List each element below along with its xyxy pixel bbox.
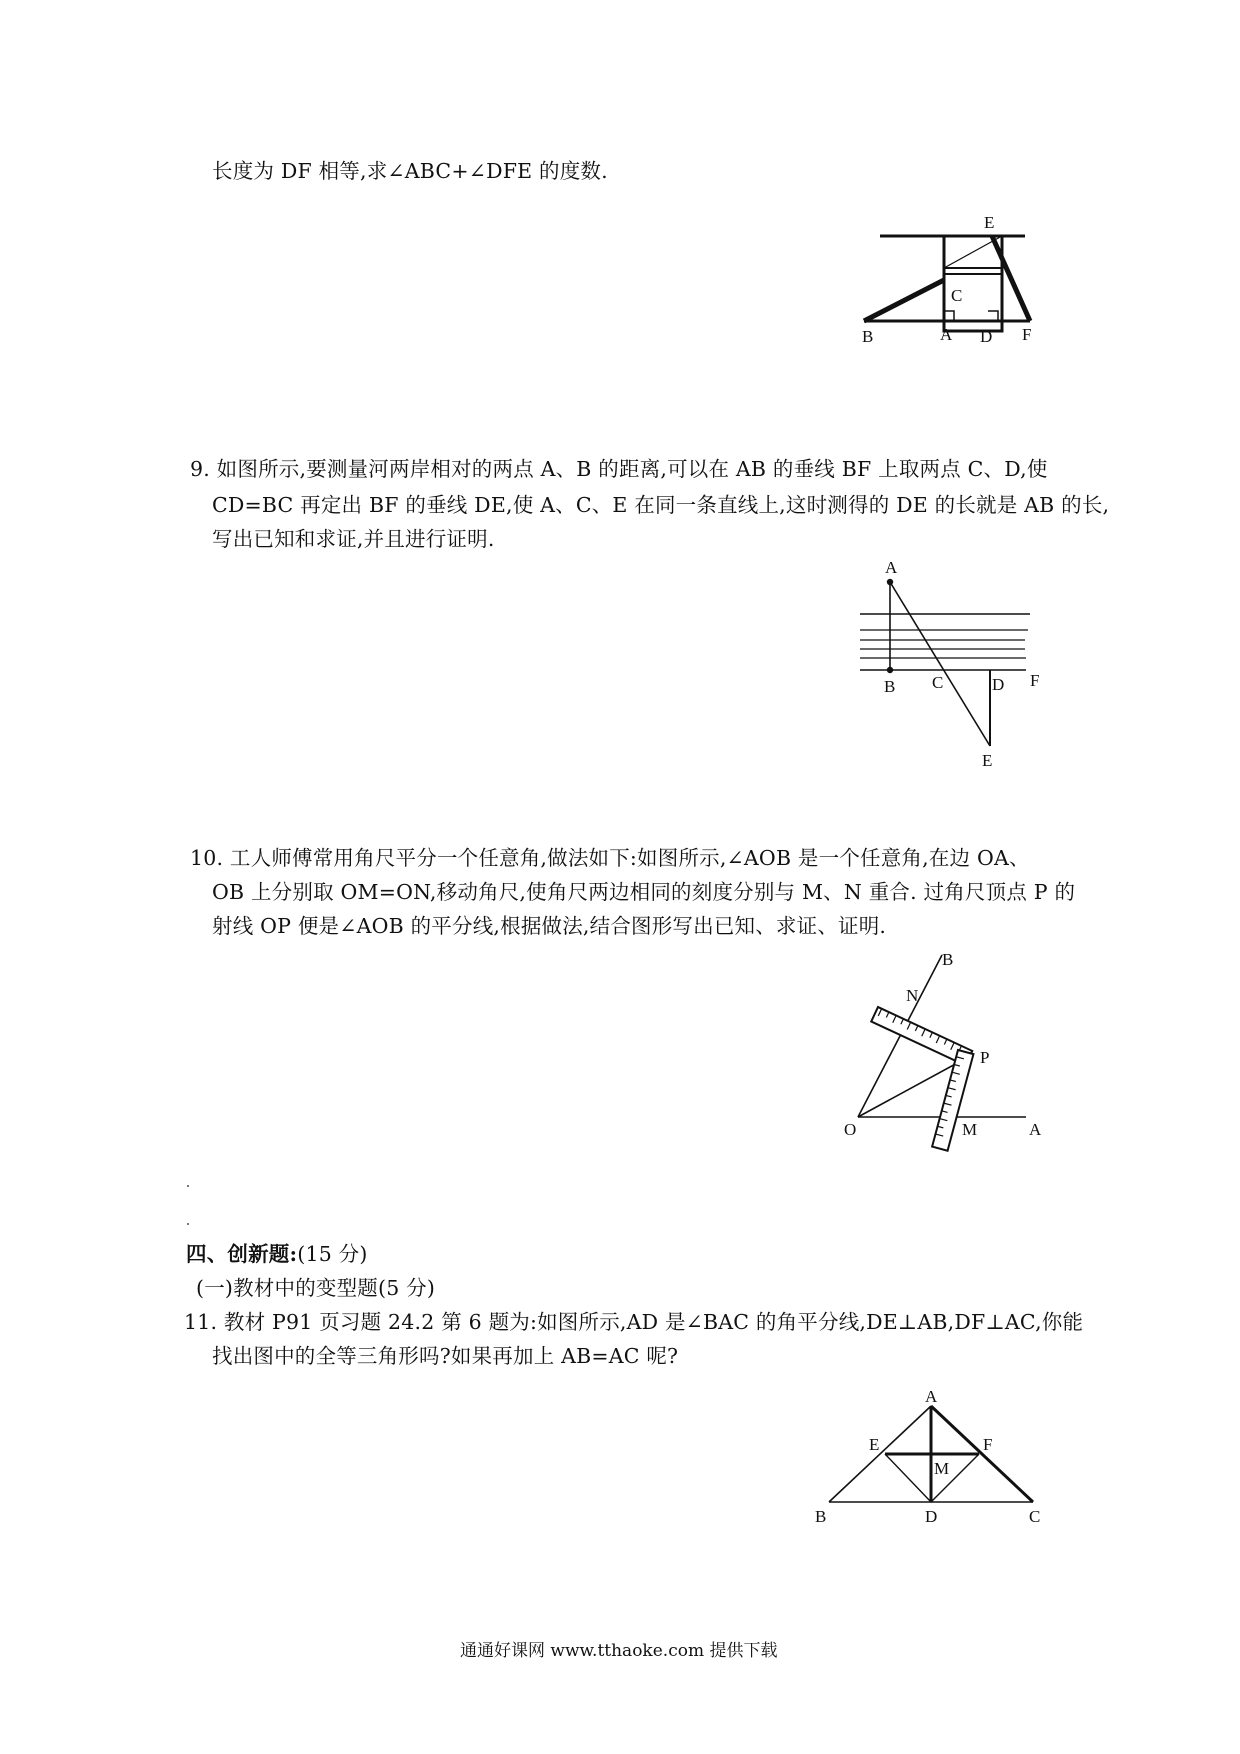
p10-label-A: A	[1029, 1120, 1042, 1139]
p8-label-F: F	[1022, 325, 1032, 344]
p8-label-D: D	[980, 327, 993, 346]
p9-label-A: A	[885, 558, 898, 577]
problem8-text-line1: 长度为 DF 相等,求∠ABC+∠DFE 的度数.	[212, 159, 608, 183]
p9-label-C: C	[932, 673, 944, 692]
problem8-figure	[860, 210, 1060, 350]
p9-label-B: B	[884, 677, 896, 696]
problem10-figure	[840, 950, 1060, 1145]
p8-label-E: E	[984, 213, 995, 232]
p8-label-C: C	[951, 286, 963, 305]
p11-label-B: B	[815, 1507, 827, 1526]
p10-label-M: M	[962, 1120, 978, 1139]
p11-label-C: C	[1029, 1507, 1041, 1526]
stray-dot	[187, 1223, 189, 1225]
p11-label-M: M	[934, 1459, 950, 1478]
problem11-text-line1: 11. 教材 P91 页习题 24.2 第 6 题为:如图所示,AD 是∠BAC 的角平分线,DE⊥AB,DF⊥AC,你能	[184, 1310, 1084, 1334]
p9-line-ACE	[890, 582, 990, 746]
p10-label-P: P	[980, 1048, 990, 1067]
stray-dot	[187, 1185, 189, 1187]
p11-label-D: D	[925, 1507, 938, 1526]
p8-ladder-BC	[864, 280, 944, 321]
section4-heading	[186, 1237, 368, 1267]
problem10-text-line1: 10. 工人师傅常用角尺平分一个任意角,做法如下:如图所示,∠AOB 是一个任意角,在边 OA、	[190, 846, 1030, 870]
p9-label-E: E	[982, 751, 993, 770]
p9-label-D: D	[992, 675, 1005, 694]
p10-label-B: B	[942, 950, 954, 969]
p8-ladder-EF	[992, 236, 1030, 321]
p11-label-F: F	[983, 1435, 993, 1454]
section4-score: (15 分)	[297, 1242, 368, 1266]
p10-label-O: O	[844, 1120, 857, 1139]
problem11-text-line2: 找出图中的全等三角形吗?如果再加上 AB=AC 呢?	[212, 1344, 679, 1368]
p11-label-E: E	[869, 1435, 880, 1454]
p11-label-A: A	[925, 1387, 938, 1406]
problem9-figure	[850, 560, 1050, 775]
p8-pillar	[944, 236, 1002, 331]
footer-credit: 通通好课网 www.tthaoke.com 提供下载	[460, 1641, 778, 1661]
p8-label-B: B	[862, 327, 874, 346]
section4-sub1: (一)教材中的变型题(5 分)	[196, 1276, 436, 1300]
problem9-text-line1: 9. 如图所示,要测量河两岸相对的两点 A、B 的距离,可以在 AB 的垂线 BF 上取两点 C、D,使	[190, 457, 1048, 481]
p9-point-B	[887, 667, 893, 673]
problem10-text-line2: OB 上分别取 OM=ON,移动角尺,使角尺两边相同的刻度分别与 M、N 重合. 过角尺顶点 P 的	[212, 880, 1076, 904]
problem11-figure	[815, 1387, 1055, 1530]
p9-point-A	[887, 579, 893, 585]
problem9-text-line3: 写出已知和求证,并且进行证明.	[212, 527, 495, 551]
section4-title: 四、创新题:	[186, 1242, 298, 1266]
p11-segment-DE	[885, 1454, 931, 1502]
p8-label-A: A	[940, 325, 953, 344]
p10-label-N: N	[906, 986, 919, 1005]
p9-label-F: F	[1030, 671, 1040, 690]
problem10-text-line3: 射线 OP 便是∠AOB 的平分线,根据做法,结合图形写出已知、求证、证明.	[212, 914, 887, 938]
problem9-text-line2: CD=BC 再定出 BF 的垂线 DE,使 A、C、E 在同一条直线上,这时测得的 DE 的长就是 AB 的长,	[212, 493, 1110, 517]
